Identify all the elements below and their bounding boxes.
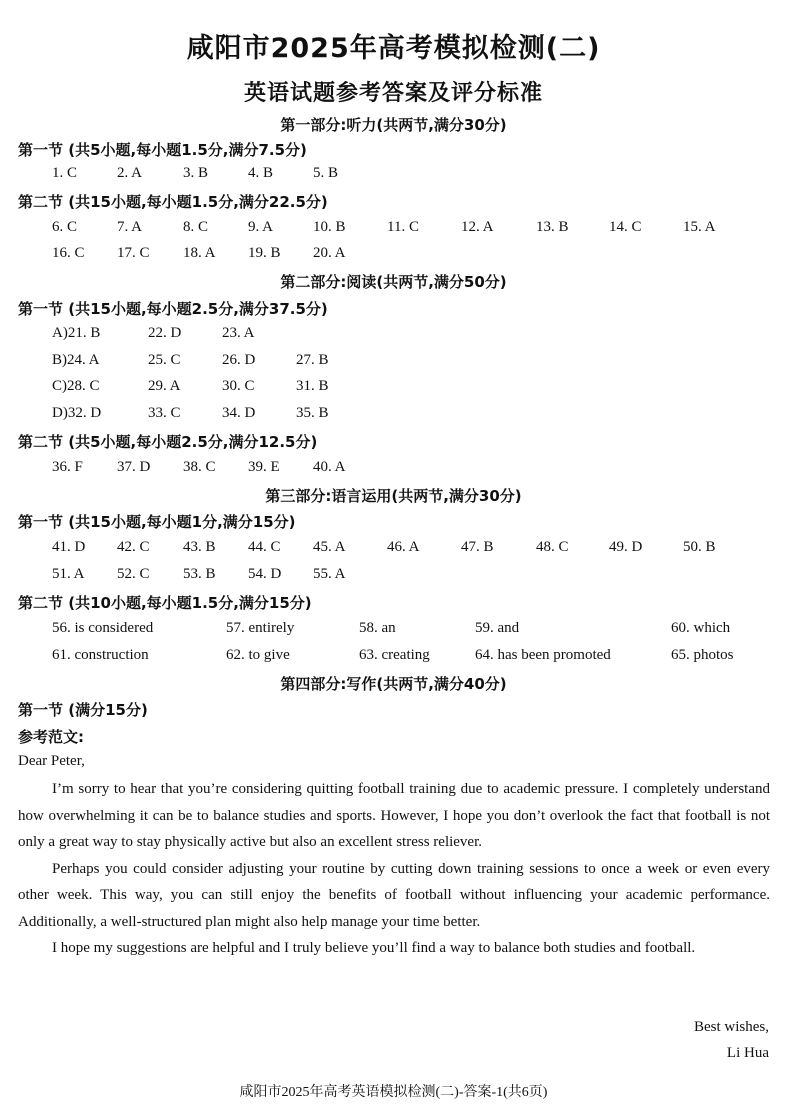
answer: 47. B [461,539,494,555]
answer: B)24. A [52,352,100,368]
answer: 63. creating [359,647,430,663]
answer: 59. and [475,620,520,636]
answer: 64. has been promoted [475,647,611,663]
answer: 58. an [359,620,396,636]
part1-sec2-heading: 第二节 (共15小题,每小题1.5分,满分22.5分) [18,193,328,211]
answer: 10. B [313,219,346,235]
answer: 45. A [313,539,346,555]
answer: 46. A [387,539,420,555]
answer: 30. C [222,378,255,394]
answer: A)21. B [52,325,101,341]
answer: 25. C [148,352,181,368]
page-title: 咸阳市2025年高考模拟检测(二) [186,33,601,64]
letter-signature: Li Hua [726,1045,769,1061]
answer: 39. E [248,459,280,475]
answer: 5. B [313,165,339,181]
letter-paragraph: I hope my suggestions are helpful and I truly believe you’ll find a way to balance both studies and football. [52,940,696,956]
answer: 52. C [117,566,150,582]
answer: 16. C [52,245,85,261]
answer: 1. C [52,165,78,181]
answer: 7. A [117,219,143,235]
answer: 14. C [609,219,642,235]
answer: 41. D [52,539,86,555]
answer: 11. C [387,219,419,235]
letter-paragraph: Perhaps you could consider adjusting your routine by cutting down training sessions to once a week or even every other week. This way, you can still enjoy the benefits of football without influencing your academic performance. Additionally, a well-structured plan might also help manage your time better. [18,860,770,930]
answer: 35. B [296,405,329,421]
answer: 6. C [52,219,78,235]
answer: 26. D [222,352,256,368]
answer: 34. D [222,405,256,421]
answer: 12. A [461,219,494,235]
answer: D)32. D [52,405,102,421]
part3-sec2-heading: 第二节 (共10小题,每小题1.5分,满分15分) [18,594,312,612]
answer: 48. C [536,539,569,555]
answer: 62. to give [226,647,290,663]
answer: 15. A [683,219,716,235]
answer: 56. is considered [52,620,154,636]
part1-heading: 第一部分:听力(共两节,满分30分) [280,116,507,134]
part4-heading: 第四部分:写作(共两节,满分40分) [280,675,507,693]
answer: 3. B [183,165,209,181]
letter-body [18,776,770,962]
answer: 13. B [536,219,569,235]
answer: 17. C [117,245,150,261]
page-footer: 咸阳市2025年高考英语模拟检测(二)-答案-1(共6页) [239,1085,548,1100]
answer: 36. F [52,459,83,475]
answer: C)28. C [52,378,100,394]
answer: 51. A [52,566,85,582]
part2-heading: 第二部分:阅读(共两节,满分50分) [280,273,507,291]
answer: 60. which [671,620,731,636]
answer: 19. B [248,245,281,261]
answer: 31. B [296,378,329,394]
answer: 50. B [683,539,716,555]
answer: 42. C [117,539,150,555]
page-subtitle: 英语试题参考答案及评分标准 [243,81,543,106]
answer: 43. B [183,539,216,555]
letter-closing: Best wishes, [694,1019,769,1035]
answer: 4. B [248,165,274,181]
answer: 55. A [313,566,346,582]
part2-sec1-heading: 第一节 (共15小题,每小题2.5分,满分37.5分) [18,300,328,318]
sample-label: 参考范文: [18,728,84,746]
answer: 33. C [148,405,181,421]
answer: 8. C [183,219,209,235]
part1-sec1-heading: 第一节 (共5小题,每小题1.5分,满分7.5分) [18,141,307,159]
answer: 53. B [183,566,216,582]
answer: 20. A [313,245,346,261]
answer: 29. A [148,378,181,394]
answer: 38. C [183,459,216,475]
letter-paragraph: I’m sorry to hear that you’re considering quitting football training due to academic pressure. I completely understand how overwhelming it can be to balance studies and sports. However, I hope you don’t overlook the fact that football is not only a great way to stay physically active but also an excellent stress reliever. [18,781,770,850]
part4-sec1-heading: 第一节 (满分15分) [18,701,148,719]
letter-greeting: Dear Peter, [18,753,85,769]
answer: 65. photos [671,647,734,663]
part2-sec2-heading: 第二节 (共5小题,每小题2.5分,满分12.5分) [18,433,318,451]
answer: 23. A [222,325,255,341]
answer: 22. D [148,325,182,341]
part3-heading: 第三部分:语言运用(共两节,满分30分) [265,487,522,505]
answer: 61. construction [52,647,149,663]
answer: 9. A [248,219,274,235]
answer: 37. D [117,459,151,475]
answer: 18. A [183,245,216,261]
answer: 57. entirely [226,620,295,636]
answer: 49. D [609,539,643,555]
answer: 27. B [296,352,329,368]
answer: 54. D [248,566,282,582]
answer: 44. C [248,539,281,555]
answer: 2. A [117,165,143,181]
part3-sec1-heading: 第一节 (共15小题,每小题1分,满分15分) [18,513,296,531]
answer: 40. A [313,459,346,475]
